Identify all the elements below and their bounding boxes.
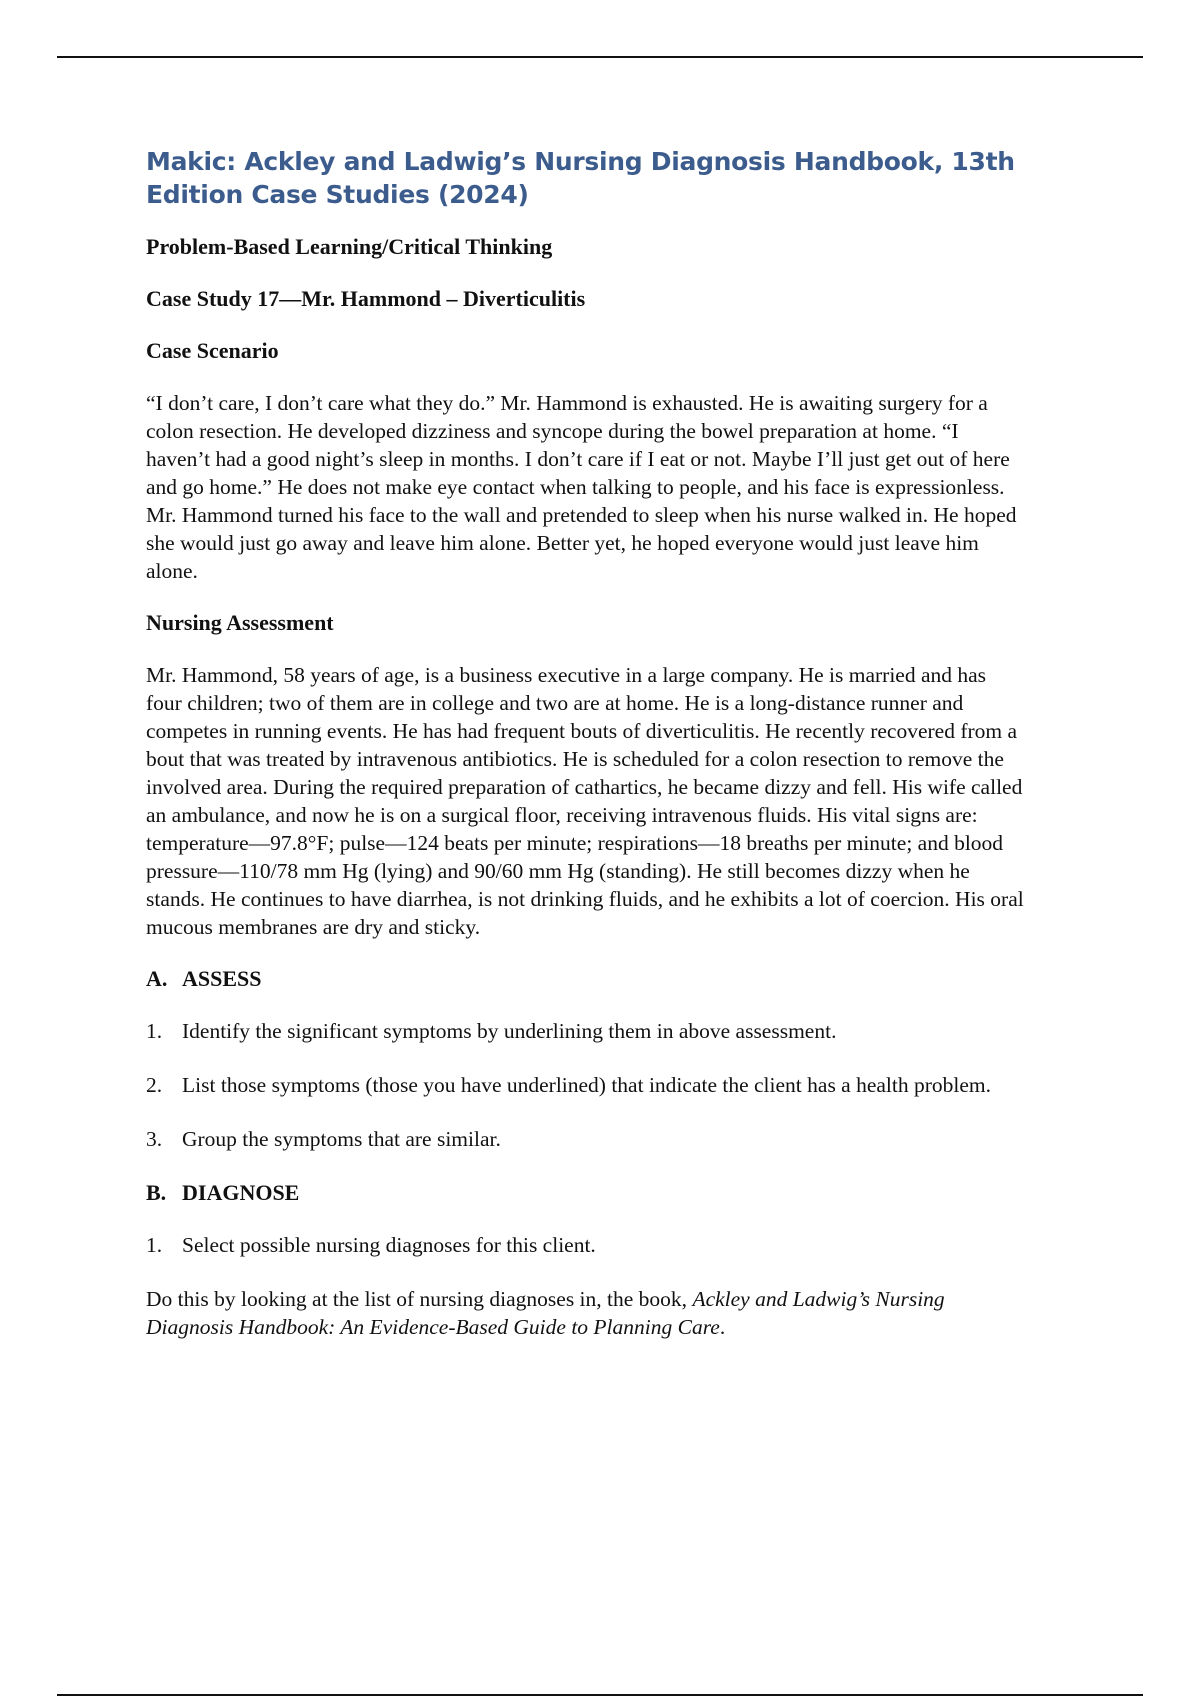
document-body — [146, 145, 1026, 1365]
list-item — [146, 1017, 1026, 1045]
section-letter: B. — [146, 1180, 167, 1205]
item-text: Select possible nursing diagnoses for this client. — [182, 1233, 596, 1257]
bottom-rule — [57, 1694, 1143, 1696]
scenario-heading: Case Scenario — [146, 338, 279, 363]
document-title: Makic: Ackley and Ladwig’s Nursing Diagnosis Handbook, 13th Edition Case Studies (2024) — [146, 147, 1015, 209]
item-number: 2. — [146, 1073, 163, 1097]
item-number: 3. — [146, 1127, 163, 1151]
closing-text: Do this by looking at the list of nursing diagnoses in, the book, — [146, 1287, 688, 1311]
item-number: 1. — [146, 1233, 163, 1257]
closing-end: . — [719, 1315, 726, 1339]
list-item — [146, 1125, 1026, 1153]
top-rule — [57, 56, 1143, 58]
item-number: 1. — [146, 1019, 163, 1043]
assessment-heading: Nursing Assessment — [146, 610, 334, 635]
closing-paragraph — [146, 1285, 1026, 1341]
section-label: DIAGNOSE — [182, 1180, 300, 1205]
section-letter: A. — [146, 966, 168, 991]
case-title: Case Study 17—Mr. Hammond – Diverticulitis — [146, 286, 586, 311]
scenario-text: “I don’t care, I don’t care what they do.” Mr. Hammond is exhausted. He is awaiting surgery for a colon resection. He developed dizziness and syncope during the bowel preparation at home. “I haven’t had a good night’s sleep in months. I don’t care if I eat or not. Maybe I’ll just get out of here and go home.” He does not make eye contact when talking to people, and his face is expressionless. Mr. Hammond turned his face to the wall and pretended to sleep when his nurse walked in. He hoped she would just go away and leave him alone. Better yet, he hoped everyone would just leave him alone. — [146, 391, 1017, 583]
item-text: List those symptoms (those you have underlined) that indicate the client has a health problem. — [182, 1073, 992, 1097]
list-item — [146, 1071, 1026, 1099]
section-diagnose-heading — [146, 1179, 1026, 1207]
list-item — [146, 1231, 1026, 1259]
section-label: ASSESS — [182, 966, 262, 991]
book-title: Ackley and Ladwig’s Nursing Diagnosis Handbook: An Evidence-Based Guide to Planning Care — [146, 1287, 945, 1339]
subtitle: Problem-Based Learning/Critical Thinking — [146, 234, 553, 259]
section-assess-heading — [146, 965, 1026, 993]
item-text: Group the symptoms that are similar. — [182, 1127, 501, 1151]
assessment-text: Mr. Hammond, 58 years of age, is a business executive in a large company. He is married and has four children; two of them are in college and two are at home. He is a long-distance runner and competes in running events. He has had frequent bouts of diverticulitis. He recently recovered from a bout that was treated by intravenous antibiotics. He is scheduled for a colon resection to remove the involved area. During the required preparation of cathartics, he became dizzy and fell. His wife called an ambulance, and now he is on a surgical floor, receiving intravenous fluids. His vital signs are: temperature—97.8°F; pulse—124 beats per minute; respirations—18 breaths per minute; and blood pressure—110/78 mm Hg (lying) and 90/60 mm Hg (standing). He still becomes dizzy when he stands. He continues to have diarrhea, is not drinking fluids, and he exhibits a lot of coercion. His oral mucous membranes are dry and sticky. — [146, 663, 1024, 939]
item-text: Identify the significant symptoms by underlining them in above assessment. — [182, 1019, 837, 1043]
